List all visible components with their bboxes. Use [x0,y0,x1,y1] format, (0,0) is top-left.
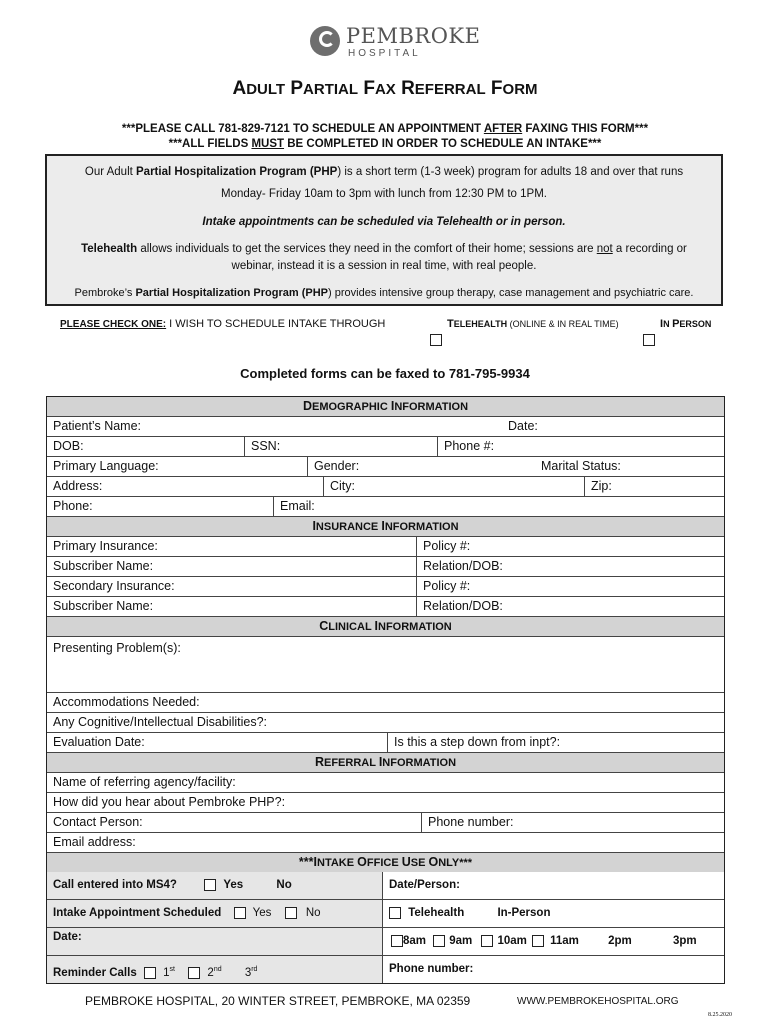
table-row [47,436,724,456]
table-row [47,955,724,983]
relation-1-field[interactable]: Relation/DOB: [416,557,724,576]
table-row [47,732,724,752]
info-line-4: Telehealth allows individuals to get the services they need in the comfort of their home; sessions are not a recording or [81,243,687,255]
phone-field[interactable]: Phone: [53,499,93,513]
intake-office-section [47,872,724,983]
intake-type-cell: Telehealth In-Person [382,900,724,927]
accommodations-field[interactable]: Accommodations Needed: [53,695,200,709]
time-11am-checkbox[interactable] [532,935,544,947]
patient-name-field[interactable]: Patient’s Name: [53,419,142,433]
cognitive-disabilities-field[interactable]: Any Cognitive/Intellectual Disabilities?: [53,715,267,729]
pembroke-logo-icon [310,26,340,56]
policy-2-field[interactable]: Policy #: [416,577,724,596]
intake-yes-checkbox[interactable] [234,907,246,919]
table-row [47,899,724,927]
table-row [47,456,724,476]
primary-insurance-field[interactable]: Primary Insurance: [53,539,158,553]
reminder-1st-checkbox[interactable] [144,967,156,979]
presenting-problem-field[interactable]: Presenting Problem(s): [53,641,181,655]
evaluation-date-field[interactable]: Evaluation Date: [53,735,145,749]
table-row [47,792,724,812]
info-line-1: Our Adult Partial Hospitalization Program (PHP) is a short term (1-3 week) program for adults 18 and over that runs [84,166,684,178]
demographic-header: DEMOGRAPHIC INFORMATION [47,397,724,416]
fields-required-instruction: ***ALL FIELDS MUST BE COMPLETED IN ORDER TO SCHEDULE AN INTAKE*** [168,138,602,150]
table-row [47,832,724,852]
policy-1-field[interactable]: Policy #: [416,537,724,556]
intake-telehealth-checkbox[interactable] [389,907,401,919]
step-down-field[interactable]: Is this a step down from inpt?: [387,733,724,752]
info-line-3: Intake appointments can be scheduled via Telehealth or in person. [202,216,566,228]
reminder-calls-cell: Reminder Calls 1st 2nd 3rd [53,966,258,979]
intake-no-checkbox[interactable] [285,907,297,919]
table-row [47,536,724,556]
time-9am-checkbox[interactable] [433,935,445,947]
city-field[interactable]: City: [323,477,584,496]
referral-form-table [46,396,725,984]
in-person-checkbox[interactable] [643,334,655,346]
marital-status-field[interactable]: Marital Status: [541,459,621,473]
telehealth-option-label: TELEHEALTH (ONLINE & IN REAL TIME) [447,318,619,330]
relation-2-field[interactable]: Relation/DOB: [416,597,724,616]
info-line-2: Monday- Friday 10am to 3pm with lunch from 12:30 PM to 1PM. [221,188,547,200]
date-field[interactable]: Date: [508,419,538,433]
time-slots-cell: 8am 9am 10am 11am 2pm 3pm [382,928,724,955]
referring-agency-field[interactable]: Name of referring agency/facility: [53,775,236,789]
table-row [47,476,724,496]
table-row [47,772,724,792]
referral-phone-field[interactable]: Phone number: [421,813,724,832]
phone-number-field[interactable]: Phone #: [437,437,724,456]
table-row [47,416,724,436]
time-8am-checkbox[interactable] [391,935,403,947]
telehealth-checkbox[interactable] [430,334,442,346]
table-row [47,596,724,616]
intake-office-header: ***INTAKE OFFICE USE ONLY*** [47,852,724,872]
subscriber-2-field[interactable]: Subscriber Name: [53,599,154,613]
form-title: ADULT PARTIAL FAX REFERRAL FORM [232,78,538,99]
ssn-field[interactable]: SSN: [244,437,437,456]
footer-address: PEMBROKE HOSPITAL, 20 WINTER STREET, PEMBROKE, MA 02359 [85,994,471,1008]
call-entered-yes-checkbox[interactable] [204,879,216,891]
call-entered-cell: Call entered into MS4? Yes No [53,879,292,891]
fax-instruction: Completed forms can be faxed to 781-795-9934 [240,366,530,381]
referral-header: REFERRAL INFORMATION [47,752,724,772]
insurance-header: INSURANCE INFORMATION [47,516,724,536]
intake-scheduled-cell: Intake Appointment Scheduled Yes No [53,907,321,919]
email-field[interactable]: Email: [273,497,724,516]
table-row [47,576,724,596]
date-person-field[interactable]: Date/Person: [382,872,724,899]
table-row [47,927,724,955]
intake-date-field[interactable]: Date: [53,931,82,943]
table-row [47,712,724,732]
dob-field[interactable]: DOB: [53,439,84,453]
referral-email-field[interactable]: Email address: [53,835,136,849]
call-instruction: ***PLEASE CALL 781-829-7121 TO SCHEDULE AN APPOINTMENT AFTER FAXING THIS FORM*** [121,123,649,135]
table-row [47,496,724,516]
reminder-2nd-checkbox[interactable] [188,967,200,979]
table-row [47,692,724,712]
how-heard-field[interactable]: How did you hear about Pembroke PHP?: [53,795,286,809]
secondary-insurance-field[interactable]: Secondary Insurance: [53,579,175,593]
logo-name: PEMBROKE [346,24,481,48]
in-person-option-label: IN PERSON [660,318,712,330]
table-row [47,556,724,576]
intake-phone-field[interactable]: Phone number: [382,956,724,983]
table-row [47,812,724,832]
contact-person-field[interactable]: Contact Person: [53,815,143,829]
date-code: 8.25.2020 [708,1012,732,1018]
table-row [47,872,724,899]
program-info-box [45,154,723,306]
gender-field[interactable]: Gender: [307,457,535,476]
info-line-6: Pembroke’s Partial Hospitalization Program (PHP) provides intensive group therapy, case management and psychiatric care. [74,287,694,299]
clinical-header: CLINICAL INFORMATION [47,616,724,636]
address-field[interactable]: Address: [53,479,103,493]
time-10am-checkbox[interactable] [481,935,493,947]
subscriber-1-field[interactable]: Subscriber Name: [53,559,154,573]
logo-sub: HOSPITAL [348,48,421,59]
table-row [47,636,724,692]
info-line-5: webinar, instead it is a session in real time, with real people. [231,260,537,272]
pembroke-logo [310,24,481,60]
zip-field[interactable]: Zip: [584,477,724,496]
primary-language-field[interactable]: Primary Language: [53,459,159,473]
footer-website[interactable]: WWW.PEMBROKEHOSPITAL.ORG [517,996,679,1007]
check-one-label: PLEASE CHECK ONE: I WISH TO SCHEDULE INTAKE THROUGH [60,318,386,330]
